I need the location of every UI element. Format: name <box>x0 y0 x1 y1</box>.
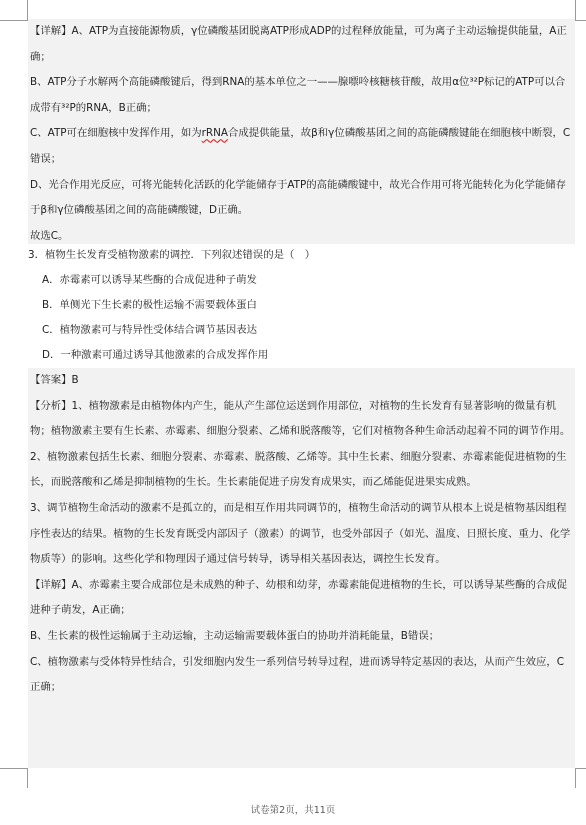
option-a: A．赤霉素可以诱导某些酶的合成促进种子萌发 <box>42 274 257 286</box>
crop-mark-bottom-left-h <box>0 768 28 769</box>
crop-mark-top-left-h <box>0 20 28 21</box>
detail-para-b: B、生长素的极性运输属于主动运输，主动运输需要载体蛋白的协助并消耗能量，B错误； <box>30 629 440 642</box>
option-c: C．植物激素可与特异性受体结合调节基因表达 <box>42 324 258 336</box>
crop-mark-bottom-left-v <box>27 768 28 788</box>
question-3 <box>28 243 575 368</box>
detail-para-c: C、植物激素与受体特异性结合，引发细胞内发生一系列信号转导过程，进而诱导特定基因的表达，从而产生效应，C正确； <box>30 655 565 694</box>
crop-mark-bottom-right-v <box>575 768 576 788</box>
option-d: D．一种激素可通过诱导其他激素的合成发挥作用 <box>42 349 269 361</box>
question-stem: 3．植物生长发育受植物激素的调控．下列叙述错误的是（ ） <box>28 249 316 261</box>
detail-para-a: 【详解】A、赤霉素主要合成部位是未成熟的种子、幼根和幼芽，赤霉素能促进植物的生长，可以诱导某些酶的合成促进种子萌发，A正确； <box>30 578 568 617</box>
analysis-para-3: 3、调节植物生命活动的激素不是孤立的，而是相互作用共同调节的，植物生命活动的调节从根本上说是植物基因组程序性表达的结果。植物的生长发育既受内部因子（激素）的调节，也受外部因子（如光、温度、日照长度、重力、化学物质等）的影响。这些化学和物理因子通过信号转导，诱导相关基因表达，调控生长发育。 <box>30 501 571 566</box>
explanation-line-d: D、光合作用光反应，可将光能转化活跃的化学能储存于ATP的高能磷酸键中，故光合作用可将光能转化为化学能储存于β和γ位磷酸基团之间的高能磷酸键，D正确。 <box>30 178 567 217</box>
answer-line: 【答案】B <box>30 374 79 386</box>
explanation-block-1 <box>28 19 575 244</box>
explanation-line-a: 【详解】A、ATP为直接能源物质，γ位磷酸基团脱离ATP形成ADP的过程释放能量，可为离子主动运输提供能量，A正确； <box>30 25 567 63</box>
analysis-para-2: 2、植物激素包括生长素、细胞分裂素、赤霉素、脱落酸、乙烯等。其中生长素、细胞分裂素、赤霉素能促进植物的生长，而脱落酸和乙烯是抑制植物的生长。生长素能促进子房发育成果实，而乙烯能促进果实成熟。 <box>30 450 567 489</box>
rrna-term: rRNA <box>201 127 229 140</box>
crop-mark-top-right-h <box>575 20 586 21</box>
crop-mark-top-right-v <box>575 0 576 20</box>
answer-analysis-block <box>28 368 575 768</box>
option-b: B．单侧光下生长素的极性运输不需要载体蛋白 <box>42 299 257 311</box>
explanation-line-b: B、ATP分子水解两个高能磷酸键后，得到RNA的基本单位之一——腺嘌呤核糖核苷酸，故用α位³²P标记的ATP可以合成带有³²P的RNA，B正确； <box>30 76 566 114</box>
analysis-para-1: 【分析】1、植物激素是由植物体内产生，能从产生部位运送到作用部位，对植物的生长发育有显著影响的微量有机物；植物激素主要有生长素、赤霉素、细胞分裂素、乙烯和脱落酸等，它们对植物各种生命活动起着不同的调节作用。 <box>30 399 571 438</box>
crop-mark-bottom-right-h <box>575 768 586 769</box>
crop-mark-top-left-v <box>27 0 28 20</box>
conclusion-line: 故选C。 <box>30 229 69 242</box>
page-footer: 试卷第2页，共11页 <box>250 805 336 816</box>
explanation-line-c: C、ATP可在细胞核中发挥作用，如为rRNA合成提供能量，故β和γ位磷酸基团之间的高能磷酸键能在细胞核中断裂，C错误； <box>30 127 571 165</box>
